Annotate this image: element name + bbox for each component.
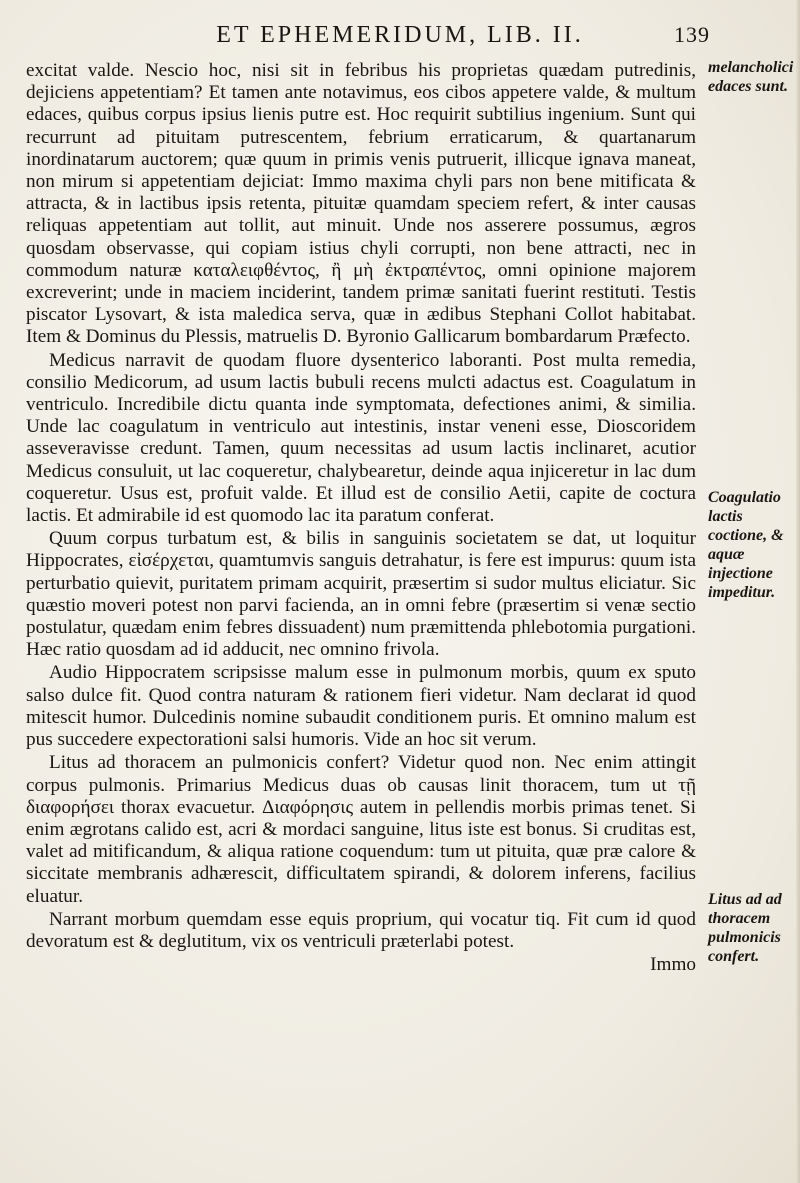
paragraph-5: Litus ad thoracem an pulmonicis confert? Videtur quod non. Nec enim attingit corpus pulmonis. Primarius Medicus duas ob causas linit thoracem, tum ut τῇ διαφορήσει thorax evacuetur. Διαφόρησις autem in pellendis morbis primas tenet. Si enim ægrotans calido est, acri & mordaci sanguine, litus iste est bonus. Si cruditas est, valet ad mitificandum, & aliqua ratione coquendum: tum ut pituita, quæ præ calore & siccitate membranis adhærescit, difficultatem spirandi, & dolorem inferens, facilius eluatur. bbox=[26, 752, 696, 907]
margin-note-2: Coagulatio lactis coctione, & aquæ injectione impeditur. bbox=[708, 489, 784, 601]
paragraph-6: Narrant morbum quemdam esse equis proprium, qui vocatur tiq. Fit cum id quod devoratum est & deglutitum, vix os ventriculi præterlabi potest. bbox=[26, 908, 696, 952]
running-title: ET EPHEMERIDUM, LIB. II. bbox=[216, 22, 584, 48]
running-head bbox=[100, 22, 710, 49]
page-edge bbox=[796, 0, 800, 1183]
paragraph-2: Medicus narravit de quodam fluore dysenterico laboranti. Post multa remedia, consilio Medicorum, ad usum lactis bubuli recens mulcti adactus est. Coagulatum in ventriculo. Incredibile dictu quanta inde symptomata, defectiones animi, & similia. Unde lac coagulatum in ventriculo aut intestinis, instar veneni esse, Dioscoridem asseveravisse credunt. Tamen, quum necessitas ad usum lactis inclinaret, acutior Medicus consuluit, ut lac coqueretur, chalybearetur, deinde aqua injiceretur in lac dum coqueretur. Usus est, profuit valde. Et illud est de consilio Aetii, capite de coctura lactis. Et admirabile id est quomodo lac ita paratum conferat. bbox=[26, 349, 696, 527]
paragraph-3: Quum corpus turbatum est, & bilis in sanguinis societatem se dat, ut loquitur Hippocrates, εἰσέρχεται, quamtumvis sanguis detrahatur, is fere est impurus: quum ista perturbatio quievit, puritatem primam acquirit, præsertim si sudor multus eliciatur. Sic quæstio moveri potest non parvi facienda, an in omni febre (præsertim si venæ sectio postulatur, quædam enim febres dissuadent) num præmittenda phlebotomia purgationi. Hæc ratio quosdam ad id adducit, nec omnino frivola. bbox=[26, 528, 696, 661]
margin-note-1: melancholici edaces sunt. bbox=[708, 59, 794, 95]
catchword: Immo bbox=[650, 954, 696, 976]
margin-note-3: Litus ad ad thoracem pulmonicis confert. bbox=[708, 891, 782, 965]
paragraph-1: excitat valde. Nescio hoc, nisi sit in febribus his proprietas quædam putredinis, dejiciens appetentiam? Et tamen ante notavimus, eos cibos appetere valde, & multum edaces, quibus corpus ipsius lienis putre est. Hoc requirit subtilius ingenium. Sunt qui recurrunt ad pituitam putrescentem, febrium erraticarum, & quartanarum inordinatarum auctorem; quæ quum in primis venis putruerit, illicque ignava maneat, non mirum si appetentiam dejiciat: Immo maxima chyli pars non bene mitificata & attracta, & in lactibus ipsis retenta, pituitæ quamdam speciem refert, & inter causas reliquas appetentiam aut tollit, aut minuit. Unde nos asserere possumus, ægros quosdam observasse, qui copiam istius chyli corrupti, non bene attracti, nec in commodum naturæ καταλειφθέντος, ἢ μὴ ἐκτραπέντος, omni opinione majorem excreverint; unde in maciem inciderint, tandem primæ sanitati fuerint restituti. Testis piscator Lysovart, & ista maledica serva, quæ in ædibus Stephani Collot habitabat. Item & Dominus du Plessis, matruelis D. Byronio Gallicarum bombardarum Præfecto. bbox=[26, 60, 696, 348]
page-number: 139 bbox=[674, 22, 710, 47]
body-text bbox=[26, 60, 696, 976]
paragraph-4: Audio Hippocratem scripsisse malum esse in pulmonum morbis, quum ex sputo salso dulce fit. Quod contra naturam & rationem fieri videtur. Nam declarat id quod mitescit humor. Dulcedinis nomine subaudit conditionem puris. Et omnino malum est pus succedere expectorationi salsi humoris. Vide an hoc sit verum. bbox=[26, 662, 696, 751]
